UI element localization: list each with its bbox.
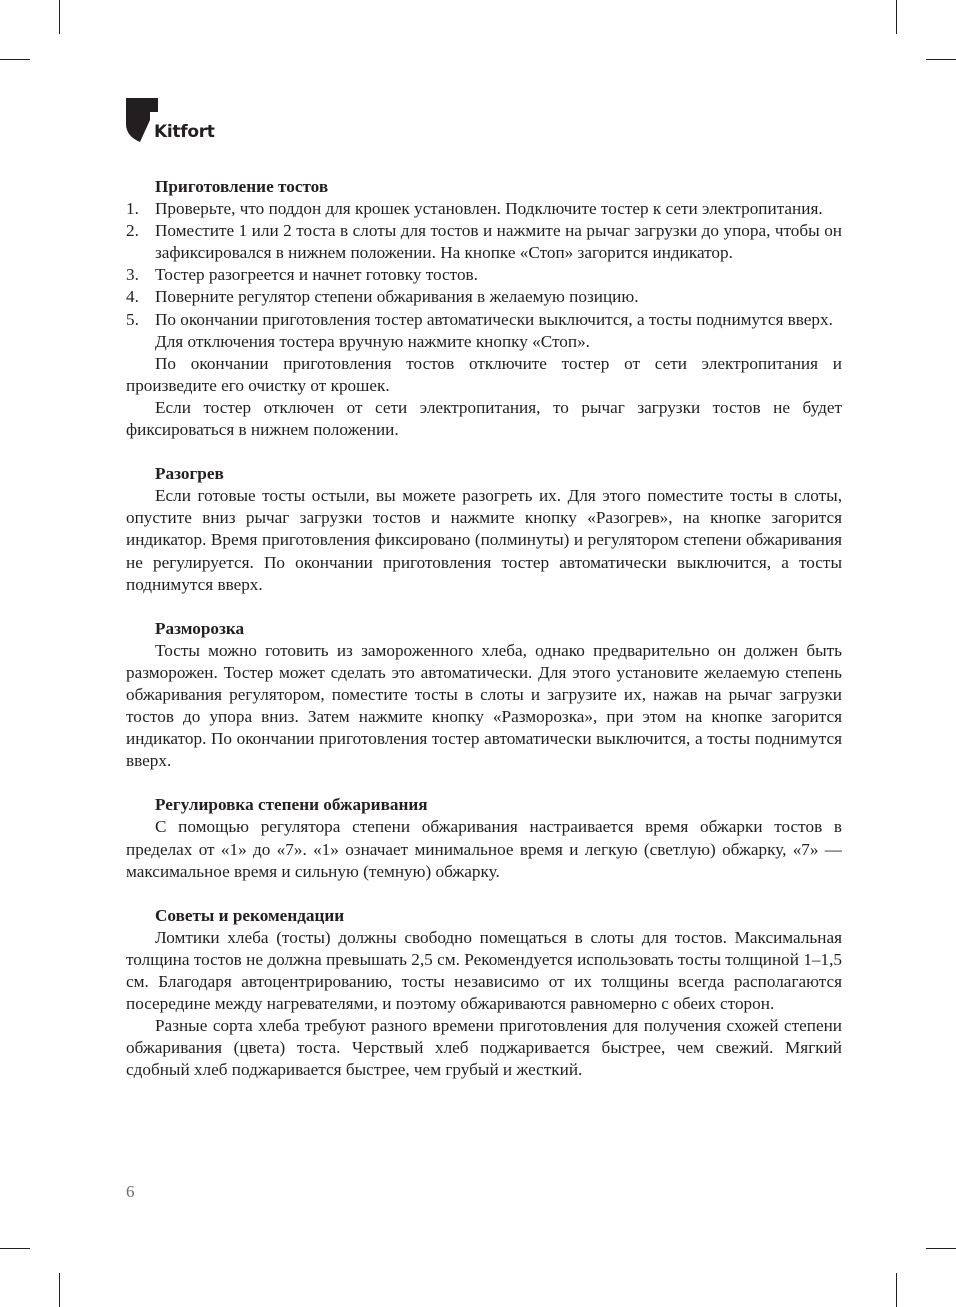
section-reheat — [126, 463, 842, 596]
steps-list — [126, 198, 842, 331]
paragraph: Если тостер отключен от сети электропитания, то рычаг загрузки тостов не будет фиксироваться в нижнем положении. — [126, 397, 842, 440]
paragraph: Ломтики хлеба (тосты) должны свободно помещаться в слоты для тостов. Максимальная толщина тостов не должна превышать 2,5 см. Рекомендуется использовать тосты толщиной 1–1,5 см. Благодаря автоцентрированию, тосты независимо от их толщины всегда располагаются посередине между нагревателями, и поэтому обжариваются равномерно с обеих сторон. — [126, 927, 842, 1014]
crop-mark-bottom-right-h — [926, 1248, 956, 1249]
paragraph: Разные сорта хлеба требуют разного времени приготовления для получения схожей степени обжаривания (цвета) тоста. Черствый хлеб поджаривается быстрее, чем свежий. Мягкий сдобный хлеб поджаривается быстрее, чем грубый и жесткий. — [126, 1016, 842, 1080]
crop-mark-top-right-h — [926, 59, 956, 60]
crop-mark-top-left — [59, 0, 60, 34]
step-number: 4. — [126, 287, 139, 307]
paragraph: Если готовые тосты остыли, вы можете разогреть их. Для этого поместите тосты в слоты, опустите вниз рычаг загрузки тостов и нажмите кнопку «Разогрев», на кнопке загорится индикатор. Время приготовления фиксировано (полминуты) и регулятором степени обжаривания не регулируется. По окончании приготовления тостер автоматически выключится, а тосты поднимутся вверх. — [126, 486, 842, 594]
list-item — [126, 309, 842, 331]
section-toast — [126, 176, 842, 441]
paragraph: Тосты можно готовить из замороженного хлеба, однако предварительно он должен быть разморожен. Тостер может сделать это автоматически. Для этого установите желаемую степень обжаривания регулятором, поместите тосты в слоты и загрузите их, нажав на рычаг загрузки тостов до упора вниз. Затем нажмите кнопку «Разморозка», при этом на кнопке загорится индикатор. По окончании приготовления тостер автоматически выключится, а тосты поднимутся вверх. — [126, 640, 842, 771]
crop-mark-top-right — [896, 0, 897, 34]
step-text: Поместите 1 или 2 тоста в слоты для тостов и нажмите на рычаг загрузки до упора, чтобы он зафиксировался в нижнем положении. На кнопке «Стоп» загорится индикатор. — [155, 221, 842, 263]
step-text: Проверьте, что поддон для крошек установлен. Подключите тостер к сети электропитания. — [155, 199, 823, 219]
page-number: 6 — [126, 1182, 135, 1201]
list-item — [126, 286, 842, 308]
section-title-tips: Советы и рекомендации — [155, 905, 345, 925]
list-item — [126, 264, 842, 286]
section-defrost — [126, 618, 842, 773]
crop-mark-top-left-h — [0, 59, 30, 60]
section-title-reheat: Разогрев — [155, 464, 224, 484]
paragraph: По окончании приготовления тостов отключите тостер от сети электропитания и произведите его очистку от крошек. — [126, 353, 842, 395]
section-title-toast: Приготовление тостов — [155, 177, 329, 196]
section-title-browning: Регулировка степени обжаривания — [155, 795, 428, 815]
brand-logo — [126, 98, 236, 148]
crop-mark-bottom-left-h — [0, 1248, 30, 1249]
page-content — [126, 176, 842, 1103]
section-tips — [126, 905, 842, 1082]
step-text: Тостер разогреется и начнет готовку тостов. — [155, 265, 478, 285]
step-number: 5. — [126, 309, 139, 329]
stop-note: Для отключения тостера вручную нажмите кнопку «Стоп». — [155, 331, 590, 351]
step-text: Поверните регулятор степени обжаривания в желаемую позицию. — [155, 287, 639, 307]
step-number: 3. — [126, 265, 139, 285]
brand-name: Kitfort — [154, 122, 215, 142]
step-number: 2. — [126, 221, 139, 241]
crop-mark-bottom-left — [59, 1273, 60, 1307]
crop-mark-bottom-right — [896, 1273, 897, 1307]
list-item — [126, 220, 842, 264]
step-number: 1. — [126, 199, 139, 219]
section-browning — [126, 794, 842, 882]
step-text: По окончании приготовления тостер автоматически выключится, а тосты поднимутся вверх. — [155, 309, 833, 329]
list-item — [126, 198, 842, 220]
section-title-defrost: Разморозка — [155, 618, 245, 638]
paragraph: С помощью регулятора степени обжаривания настраивается время обжарки тостов в пределах от «1» до «7». «1» означает минимальное время и легкую (светлую) обжарку, «7» — максимальное время и сильную (темную) обжарку. — [126, 817, 842, 881]
